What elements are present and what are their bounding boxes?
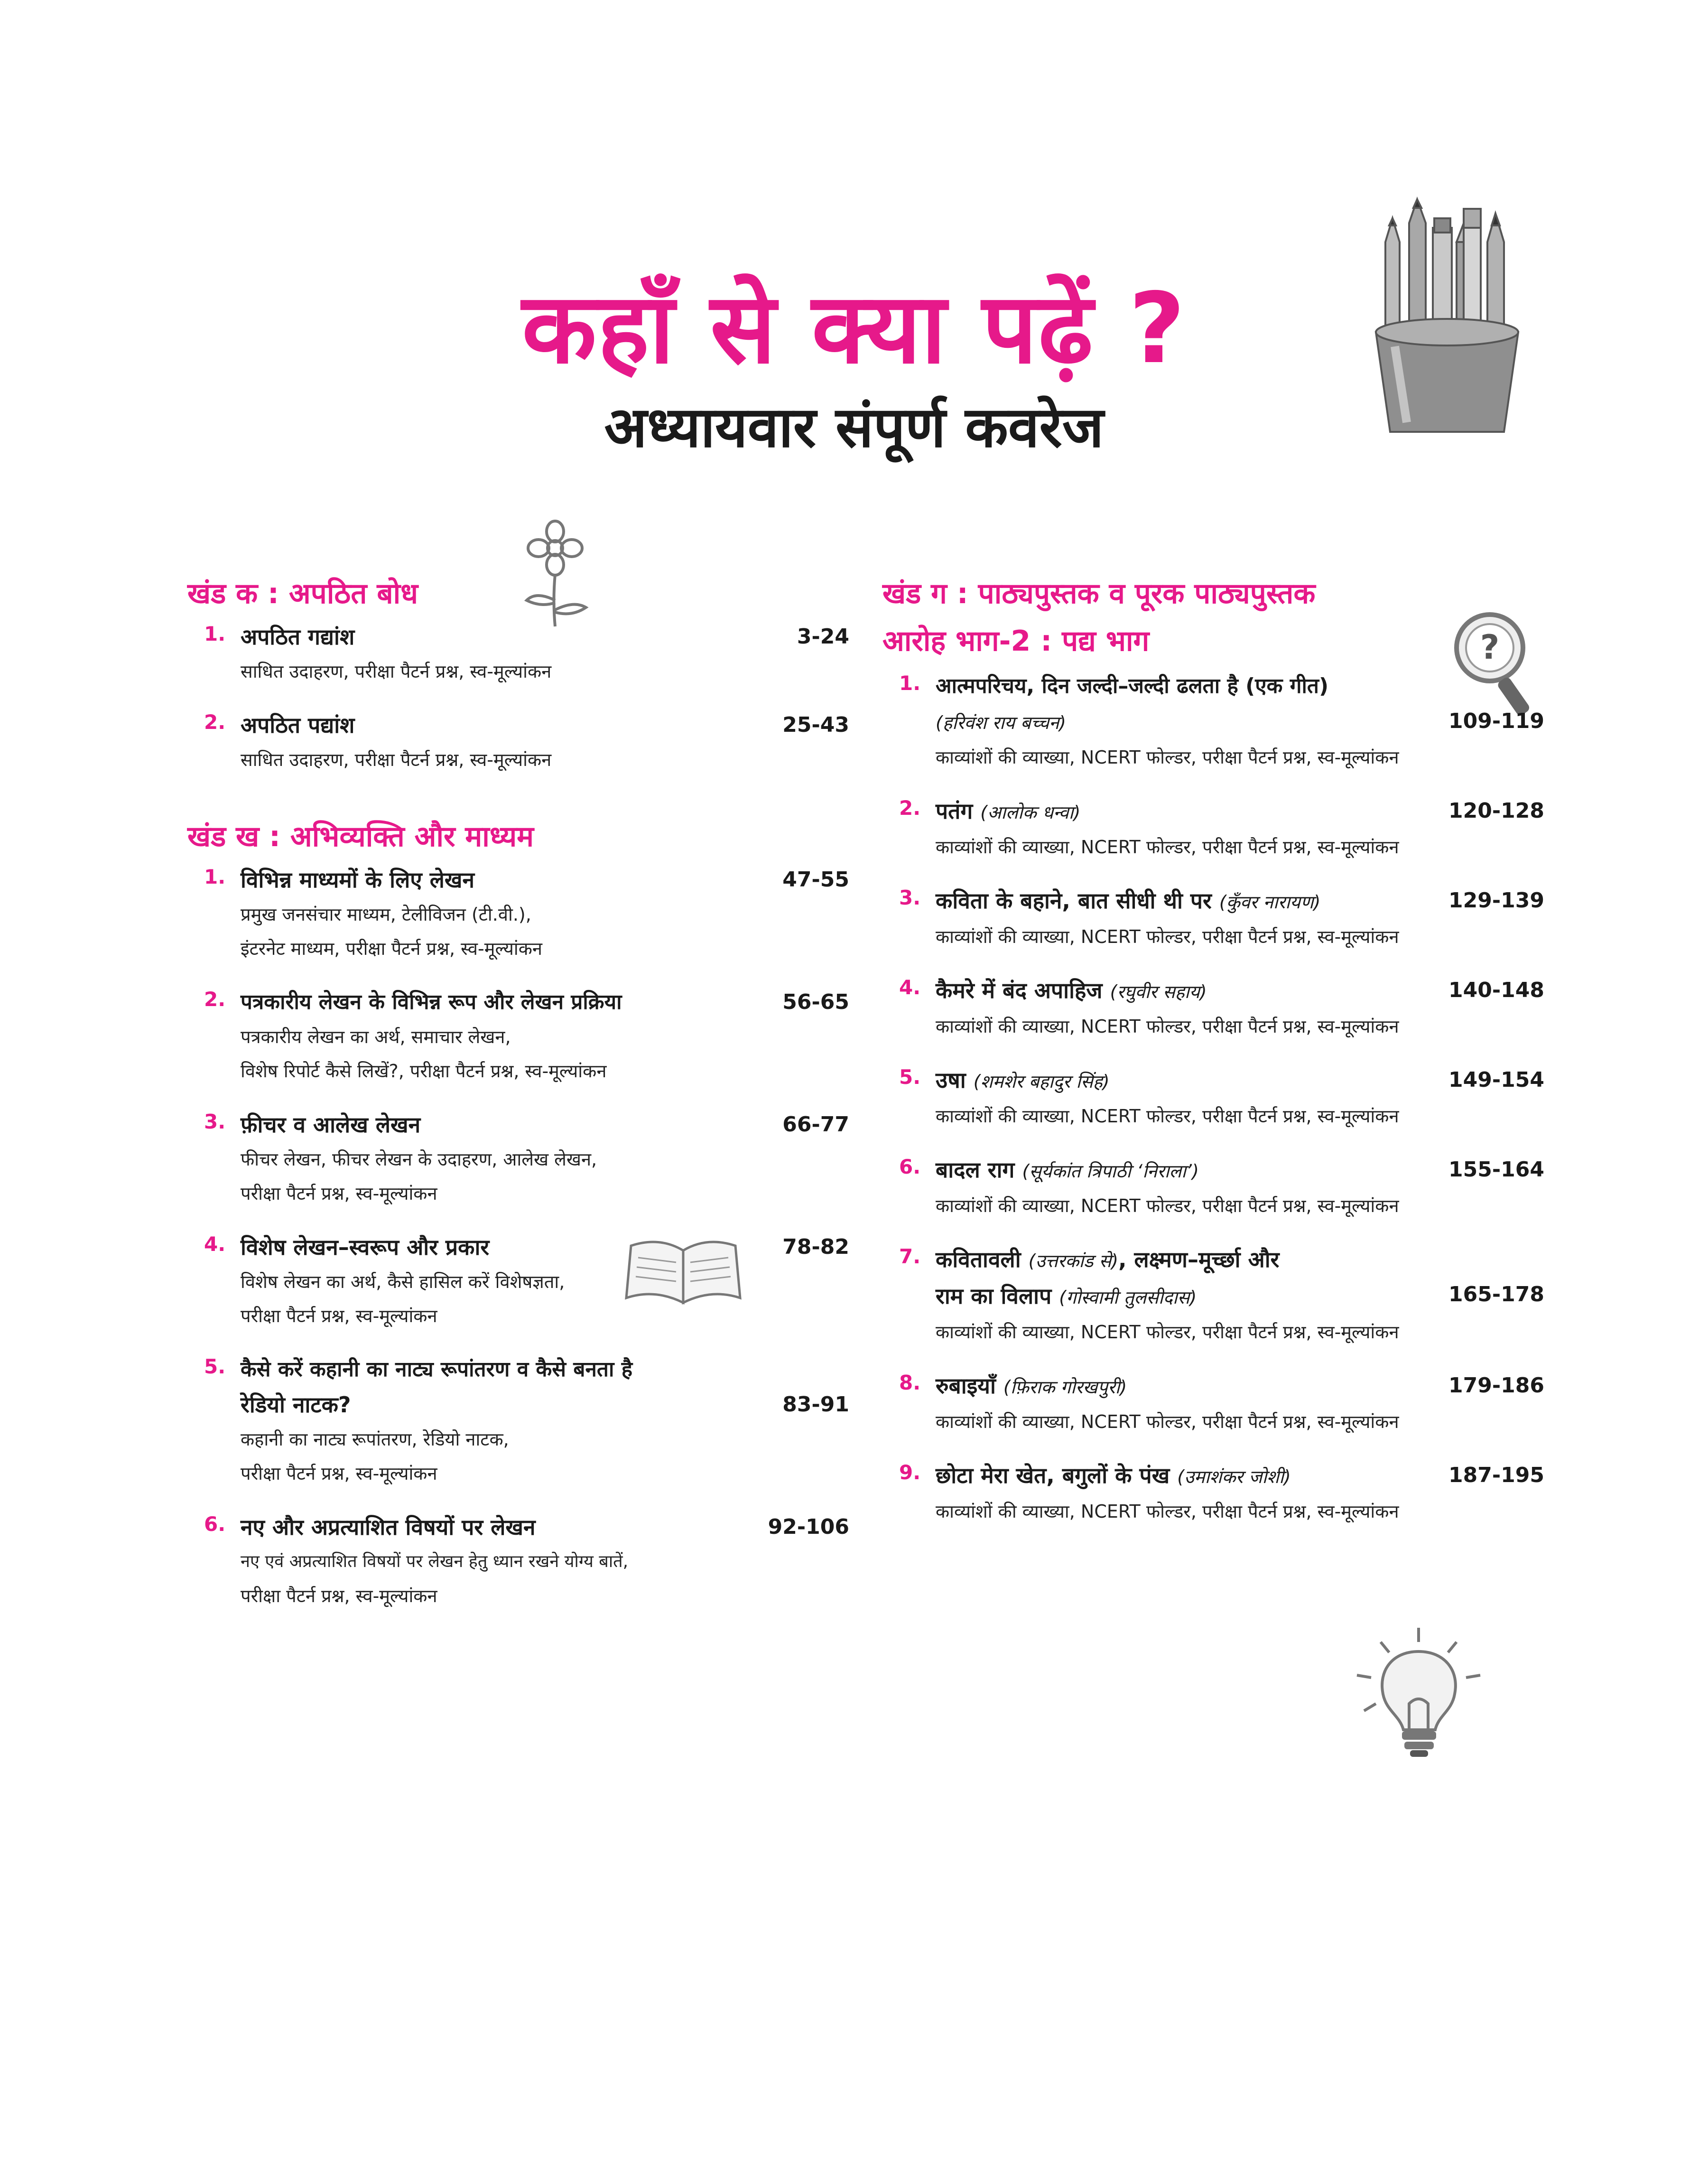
item-author: (कुँवर नारायण) [1219, 892, 1321, 913]
item-number: 8. [899, 1371, 921, 1394]
pencil-cup-icon [1366, 190, 1528, 437]
page-range: 78-82 [782, 1235, 849, 1259]
page-range: 56-65 [782, 990, 849, 1014]
item-title: उषा [936, 1067, 966, 1093]
item-description: प्रमुख जनसंचार माध्यम, टेलीविजन (टी.वी.), [241, 904, 531, 925]
page-range: 47-55 [782, 868, 849, 892]
item-title-line [936, 1242, 1544, 1278]
item-description: काव्यांशों की व्याख्या, NCERT फोल्डर, परीक्षा पैटर्न प्रश्न, स्व-मूल्यांकन [936, 1106, 1399, 1127]
item-author: (सूर्यकांत त्रिपाठी ‘निराला’) [1022, 1161, 1199, 1182]
item-description: कहानी का नाट्य रूपांतरण, रेडियो नाटक, [241, 1429, 509, 1450]
item-description: विशेष लेखन का अर्थ, कैसे हासिल करें विशेषज्ञता, [241, 1271, 565, 1292]
page-range: 129-139 [1448, 888, 1544, 913]
item-description: फीचर लेखन, फीचर लेखन के उदाहरण, आलेख लेखन, [241, 1149, 597, 1170]
list-item [882, 1368, 1544, 1439]
item-number: 5. [204, 1355, 226, 1378]
item-number: 4. [899, 976, 921, 999]
item-number: 2. [899, 796, 921, 820]
list-item [882, 1063, 1544, 1133]
item-title: पत्रकारीय लेखन के विभिन्न रूप और लेखन प्रक्रिया [241, 990, 622, 1014]
page-title: कहाँ से क्या पढ़ें ? [522, 272, 1186, 385]
left-column [187, 577, 849, 1613]
page-range: 83-91 [782, 1392, 849, 1417]
list-item [882, 669, 1544, 774]
item-title: छोटा मेरा खेत, बगुलों के पंख [936, 1463, 1170, 1488]
page-range: 25-43 [782, 713, 849, 737]
item-description: साधित उदाहरण, परीक्षा पैटर्न प्रश्न, स्व-मूल्यांकन [241, 661, 552, 682]
item-description: विशेष रिपोर्ट कैसे लिखें?, परीक्षा पैटर्न प्रश्न, स्व-मूल्यांकन [241, 1061, 607, 1082]
page-range: 140-148 [1448, 978, 1544, 1002]
item-description: काव्यांशों की व्याख्या, NCERT फोल्डर, परीक्षा पैटर्न प्रश्न, स्व-मूल्यांकन [936, 1411, 1399, 1432]
page-range: 165-178 [1448, 1282, 1544, 1306]
item-number: 6. [204, 1512, 226, 1536]
item-description: इंटरनेट माध्यम, परीक्षा पैटर्न प्रश्न, स्व-मूल्यांकन [241, 938, 543, 959]
item-number: 9. [899, 1461, 921, 1484]
list-item [187, 1352, 849, 1491]
item-number: 6. [899, 1155, 921, 1178]
item-title: नए और अप्रत्याशित विषयों पर लेखन [241, 1514, 536, 1540]
item-author: (रघुवीर सहाय) [1110, 981, 1207, 1002]
item-number: 1. [899, 672, 921, 695]
item-description: साधित उदाहरण, परीक्षा पैटर्न प्रश्न, स्व-मूल्यांकन [241, 749, 552, 770]
svg-text:?: ? [1480, 628, 1500, 667]
list-item [882, 793, 1544, 864]
item-author: (फ़िराक गोरखपुरी) [1003, 1377, 1127, 1398]
page-range: 179-186 [1448, 1373, 1544, 1398]
list-item [187, 1230, 849, 1333]
list-item [187, 862, 849, 966]
right-column [882, 577, 1544, 1529]
item-number: 1. [204, 865, 226, 888]
page-range: 92-106 [768, 1515, 849, 1539]
item-number: 5. [899, 1065, 921, 1089]
item-title: बादल राग [936, 1157, 1015, 1183]
list-item [882, 1152, 1544, 1223]
item-number: 7. [899, 1245, 921, 1268]
item-description: परीक्षा पैटर्न प्रश्न, स्व-मूल्यांकन [241, 1463, 437, 1484]
item-author: (हरिवंश राय बच्चन) [936, 712, 1067, 733]
item-title: रेडियो नाटक? [241, 1392, 351, 1418]
list-item [882, 883, 1544, 954]
item-description: काव्यांशों की व्याख्या, NCERT फोल्डर, परीक्षा पैटर्न प्रश्न, स्व-मूल्यांकन [936, 926, 1399, 947]
item-number: 4. [204, 1232, 226, 1256]
list-item [882, 973, 1544, 1044]
item-title: कैमरे में बंद अपाहिज [936, 978, 1103, 1003]
item-title: अपठित गद्यांश [241, 624, 355, 650]
item-author: (शमशेर बहादुर सिंह) [973, 1071, 1110, 1092]
list-item [187, 1107, 849, 1211]
list-item [187, 619, 849, 689]
item-author: (गोस्वामी तुलसीदास) [1059, 1287, 1197, 1308]
item-title-cont: , लक्ष्मण–मूर्च्छा और [1118, 1247, 1280, 1272]
section-heading-kha-a: खंड क : अपठित बोध [187, 577, 418, 610]
list-item [882, 1458, 1544, 1529]
page-subtitle: अध्यायवार संपूर्ण कवरेज [604, 394, 1104, 460]
item-description: परीक्षा पैटर्न प्रश्न, स्व-मूल्यांकन [241, 1183, 437, 1204]
sub-section-heading: आरोह भाग-2 : पद्य भाग [882, 625, 1150, 658]
section-heading-kha-c: खंड ग : पाठ्यपुस्तक व पूरक पाठ्यपुस्तक [882, 577, 1316, 610]
page-range: 66-77 [782, 1112, 849, 1137]
item-title: विशेष लेखन–स्वरूप और प्रकार [241, 1234, 490, 1260]
item-title: विभिन्न माध्यमों के लिए लेखन [241, 867, 475, 893]
list-item [882, 1242, 1544, 1349]
list-item [187, 1510, 849, 1613]
page-range: 187-195 [1448, 1463, 1544, 1487]
item-description: काव्यांशों की व्याख्या, NCERT फोल्डर, परीक्षा पैटर्न प्रश्न, स्व-मूल्यांकन [936, 1016, 1399, 1037]
item-number: 1. [204, 622, 226, 645]
section-heading-kha-b: खंड ख : अभिव्यक्ति और माध्यम [187, 820, 534, 853]
item-description: काव्यांशों की व्याख्या, NCERT फोल्डर, परीक्षा पैटर्न प्रश्न, स्व-मूल्यांकन [936, 1501, 1399, 1522]
item-description: काव्यांशों की व्याख्या, NCERT फोल्डर, परीक्षा पैटर्न प्रश्न, स्व-मूल्यांकन [936, 1322, 1399, 1343]
item-number: 3. [204, 1110, 226, 1133]
item-title: आत्मपरिचय, दिन जल्दी–जल्दी ढलता है (एक गीत) [936, 674, 1329, 698]
item-title: रुबाइयाँ [936, 1373, 996, 1399]
page-range: 3-24 [797, 625, 849, 649]
light-bulb-icon [1347, 1623, 1490, 1765]
item-description: परीक्षा पैटर्न प्रश्न, स्व-मूल्यांकन [241, 1306, 437, 1326]
page-range: 109-119 [1448, 709, 1544, 733]
list-item [187, 708, 849, 777]
item-title: कवितावली [936, 1247, 1021, 1272]
item-description: काव्यांशों की व्याख्या, NCERT फोल्डर, परीक्षा पैटर्न प्रश्न, स्व-मूल्यांकन [936, 837, 1399, 858]
page-range: 149-154 [1448, 1068, 1544, 1092]
item-description: काव्यांशों की व्याख्या, NCERT फोल्डर, परीक्षा पैटर्न प्रश्न, स्व-मूल्यांकन [936, 747, 1399, 768]
item-description: नए एवं अप्रत्याशित विषयों पर लेखन हेतु ध्यान रखने योग्य बातें, [241, 1552, 629, 1571]
item-title: फ़ीचर व आलेख लेखन [241, 1112, 421, 1138]
item-author: (उत्तरकांड से) [1028, 1250, 1119, 1271]
item-title: पतंग [936, 798, 973, 824]
item-title: अपठित पद्यांश [241, 712, 355, 738]
item-title: राम का विलाप [936, 1283, 1052, 1309]
item-description: काव्यांशों की व्याख्या, NCERT फोल्डर, परीक्षा पैटर्न प्रश्न, स्व-मूल्यांकन [936, 1195, 1399, 1216]
item-title: कैसे करें कहानी का नाट्य रूपांतरण व कैसे बनता है [241, 1357, 633, 1381]
item-description: पत्रकारीय लेखन का अर्थ, समाचार लेखन, [241, 1026, 511, 1047]
page-range: 120-128 [1448, 799, 1544, 823]
item-number: 3. [899, 886, 921, 909]
item-author: (उमाशंकर जोशी) [1177, 1466, 1291, 1487]
item-number: 2. [204, 710, 226, 734]
item-description: परीक्षा पैटर्न प्रश्न, स्व-मूल्यांकन [241, 1586, 437, 1606]
list-item [187, 985, 849, 1088]
item-title: कविता के बहाने, बात सीधी थी पर [936, 888, 1212, 914]
page-range: 155-164 [1448, 1157, 1544, 1182]
item-author: (आलोक धन्वा) [980, 802, 1081, 823]
item-number: 2. [204, 988, 226, 1011]
